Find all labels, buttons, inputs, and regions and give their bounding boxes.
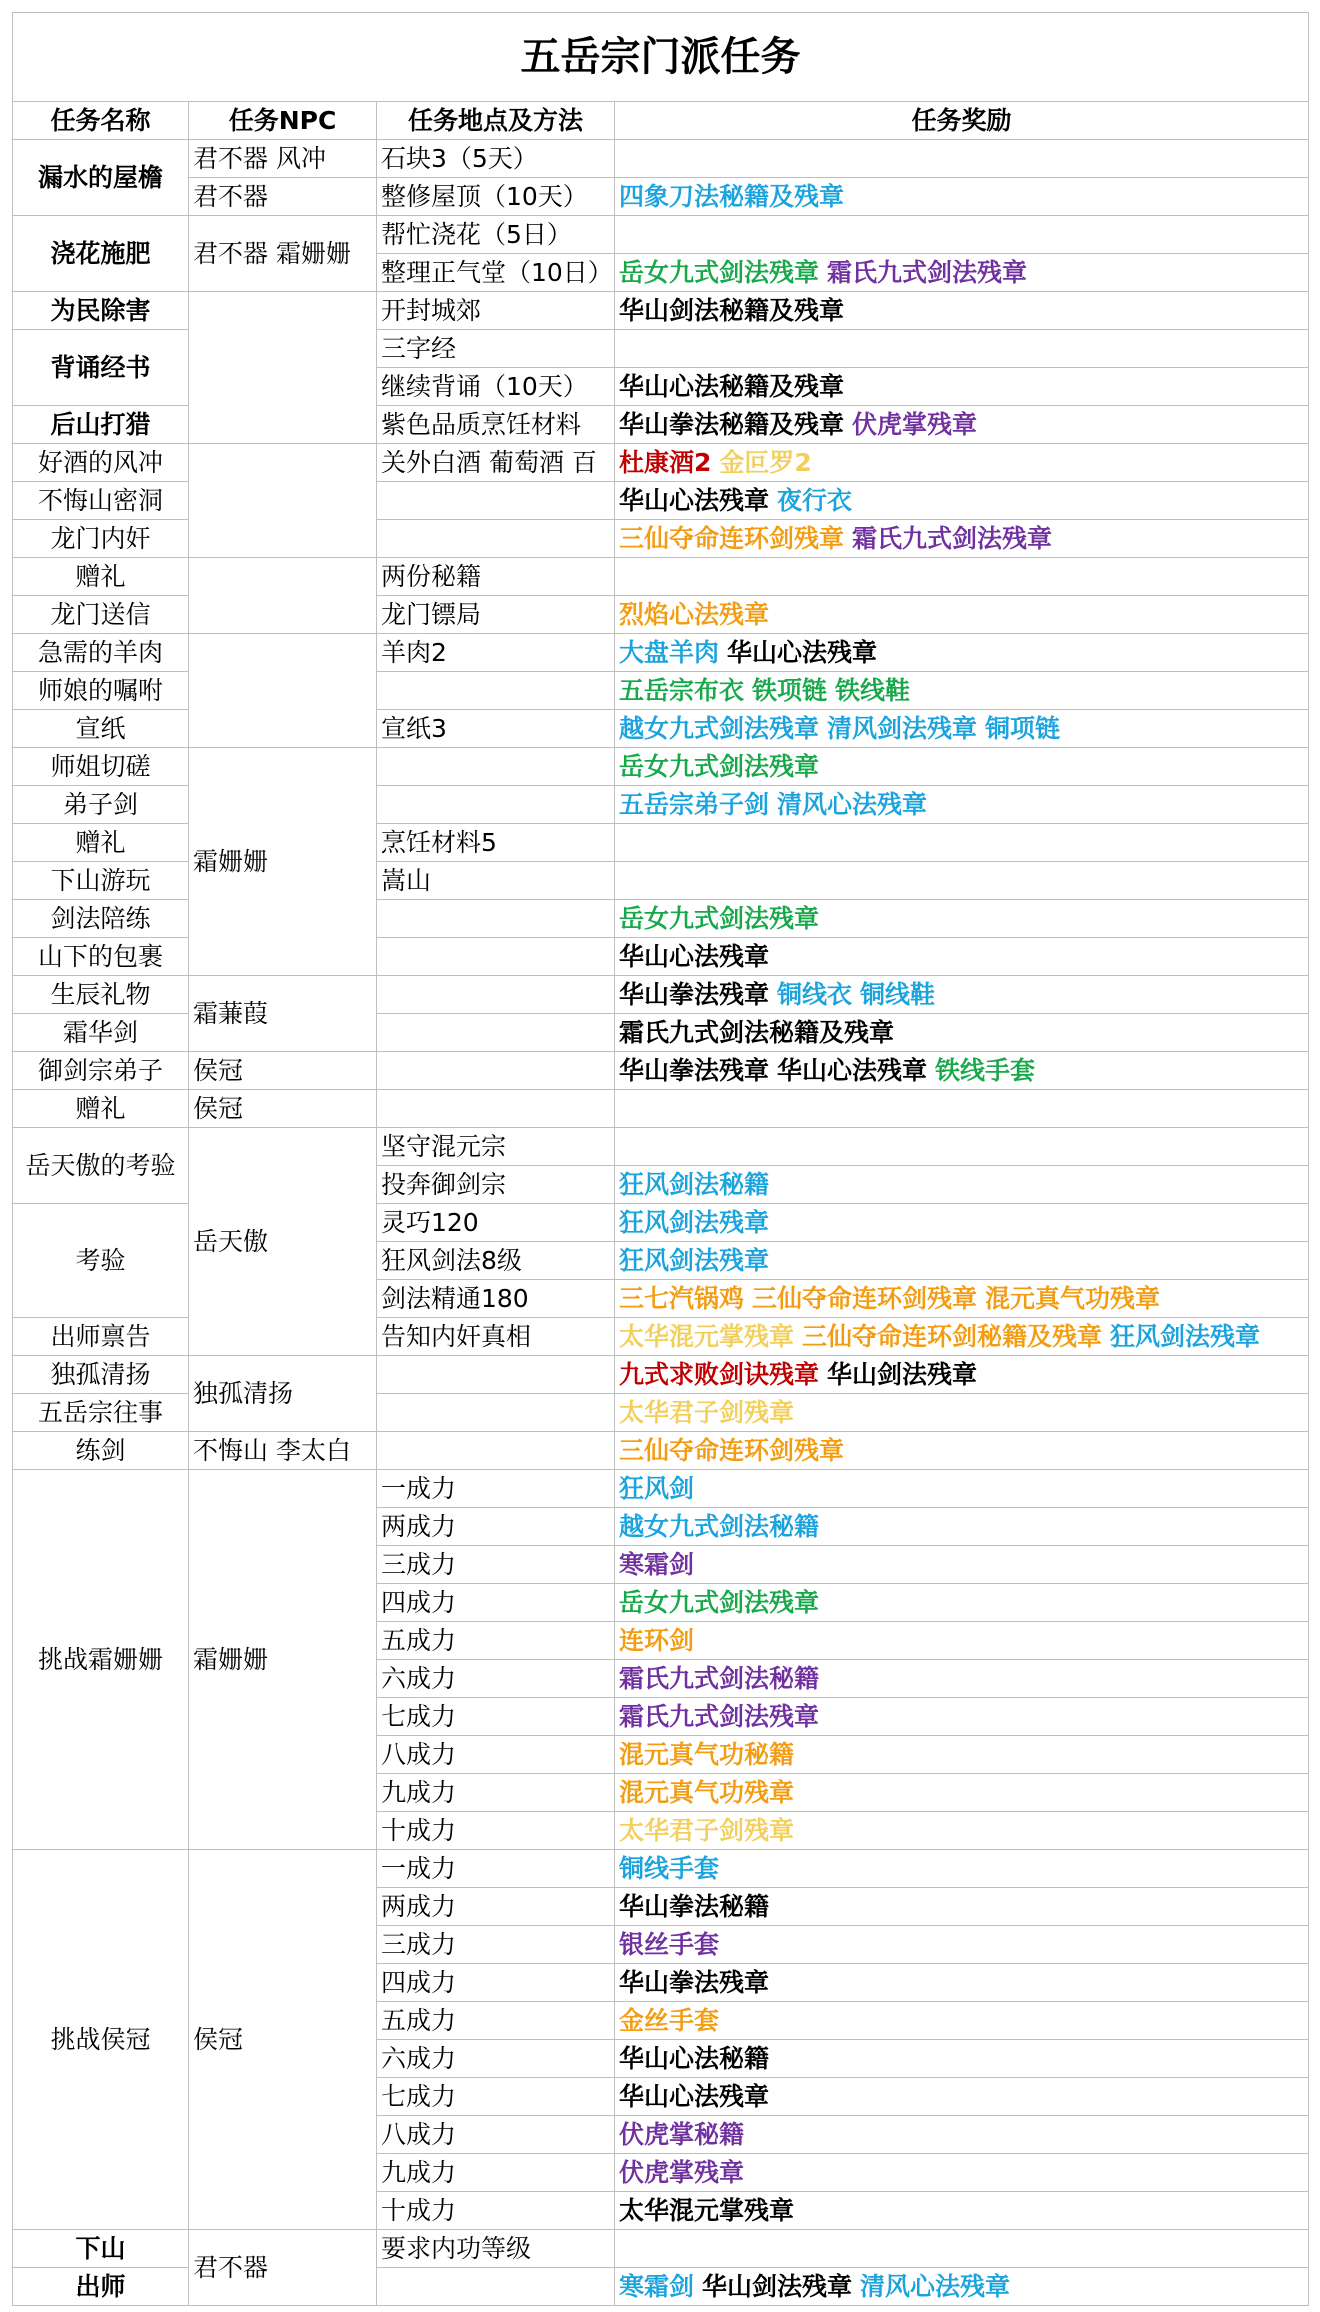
header-task-npc: 任务NPC [189,102,377,140]
reward-item: 岳女九式剑法残章 [619,257,820,287]
reward-item: 铜线手套 [619,1853,720,1883]
task-location-cell: 要求内功等级 [377,2230,615,2268]
reward-item: 铁项链 [752,675,828,705]
task-name-cell: 急需的羊肉 [13,634,189,672]
reward-item: 越女九式剑法残章 [619,713,820,743]
header-task-reward: 任务奖励 [615,102,1309,140]
reward-item: 岳女九式剑法残章 [619,903,820,933]
task-location-cell [377,1432,615,1470]
task-reward-cell [615,2116,1309,2154]
table-row [13,1850,1309,1888]
task-location-cell [377,2268,615,2306]
task-location-cell: 八成力 [377,1736,615,1774]
task-name-cell: 师姐切磋 [13,748,189,786]
task-name-cell: 好酒的风冲 [13,444,189,482]
reward-item: 狂风剑法残章 [1110,1321,1261,1351]
table-row [13,292,1309,330]
table-row [13,2230,1309,2268]
reward-item: 太华混元掌残章 [619,1321,795,1351]
task-name-cell: 背诵经书 [13,330,189,406]
reward-item: 霜氏九式剑法秘籍 [619,1663,820,1693]
reward-item: 混元真气功残章 [619,1777,795,1807]
task-name-cell: 考验 [13,1204,189,1318]
reward-item: 烈焰心法残章 [619,599,770,629]
task-name-cell: 山下的包裹 [13,938,189,976]
reward-item: 混元真气功残章 [985,1283,1161,1313]
reward-item: 狂风剑 [619,1473,695,1503]
task-location-cell: 两成力 [377,1888,615,1926]
task-reward-cell [615,140,1309,178]
task-reward-cell [615,1242,1309,1280]
task-reward-cell [615,178,1309,216]
reward-item: 寒霜剑 [619,1549,695,1579]
task-reward-cell [615,444,1309,482]
reward-item: 华山拳法秘籍及残章 [619,409,845,439]
reward-item: 铁线手套 [935,1055,1036,1085]
task-reward-cell [615,2268,1309,2306]
task-location-cell: 三成力 [377,1926,615,1964]
task-name-cell: 下山游玩 [13,862,189,900]
reward-item: 霜氏九式剑法残章 [619,1701,820,1731]
task-location-cell: 十成力 [377,1812,615,1850]
task-reward-cell [615,2154,1309,2192]
task-npc-cell: 不悔山 李太白 [189,1432,377,1470]
reward-item: 华山心法残章 [777,1055,928,1085]
reward-item: 五岳宗弟子剑 [619,789,770,819]
task-npc-cell: 侯冠 [189,1090,377,1128]
reward-item: 华山剑法残章 [702,2271,853,2301]
task-reward-cell [615,254,1309,292]
task-reward-cell [615,292,1309,330]
reward-item: 伏虎掌残章 [852,409,978,439]
task-location-cell [377,482,615,520]
reward-item: 华山拳法残章 [619,1967,770,1997]
task-location-cell: 六成力 [377,2040,615,2078]
task-location-cell: 烹饪材料5 [377,824,615,862]
task-reward-cell [615,1204,1309,1242]
reward-item: 岳女九式剑法残章 [619,1587,820,1617]
task-location-cell: 五成力 [377,1622,615,1660]
task-location-cell [377,900,615,938]
task-npc-cell: 霜姗姗 [189,748,377,976]
task-npc-cell: 君不器 [189,2230,377,2306]
reward-item: 太华君子剑残章 [619,1397,795,1427]
task-name-cell: 宣纸 [13,710,189,748]
task-reward-cell [615,1584,1309,1622]
table-row [13,178,1309,216]
task-name-cell: 赠礼 [13,558,189,596]
reward-item: 华山心法残章 [619,485,770,515]
task-reward-cell [615,1090,1309,1128]
sheet-title: 五岳宗门派任务 [13,13,1309,102]
task-reward-cell [615,786,1309,824]
reward-item: 太华君子剑残章 [619,1815,795,1845]
task-location-cell [377,520,615,558]
task-npc-cell: 君不器 [189,178,377,216]
task-name-cell: 后山打猎 [13,406,189,444]
task-location-cell [377,1356,615,1394]
task-location-cell: 剑法精通180 [377,1280,615,1318]
task-name-cell: 挑战霜姗姗 [13,1470,189,1850]
task-location-cell: 九成力 [377,2154,615,2192]
task-reward-cell [615,1774,1309,1812]
table-row [13,444,1309,482]
table-row [13,216,1309,254]
task-reward-cell [615,1052,1309,1090]
reward-item: 铜线衣 [777,979,853,1009]
task-location-cell [377,1052,615,1090]
reward-item: 华山拳法残章 [619,979,770,1009]
task-name-cell: 浇花施肥 [13,216,189,292]
reward-item: 清风剑法残章 [827,713,978,743]
task-reward-cell [615,634,1309,672]
header-row [13,102,1309,140]
task-npc-cell: 侯冠 [189,1850,377,2230]
reward-item: 伏虎掌残章 [619,2157,745,2187]
reward-item: 杜康酒2 [619,447,712,477]
task-reward-cell [615,710,1309,748]
task-location-cell: 宣纸3 [377,710,615,748]
task-reward-cell [615,1698,1309,1736]
task-npc-cell: 独孤清扬 [189,1356,377,1432]
task-reward-cell [615,2002,1309,2040]
table-row [13,140,1309,178]
task-reward-cell [615,2230,1309,2268]
header-task-name: 任务名称 [13,102,189,140]
table-row [13,1090,1309,1128]
task-reward-cell [615,1964,1309,2002]
task-reward-cell [615,1622,1309,1660]
table-row [13,976,1309,1014]
reward-item: 华山剑法秘籍及残章 [619,295,845,325]
reward-item: 清风心法残章 [777,789,928,819]
task-location-cell: 灵巧120 [377,1204,615,1242]
reward-item: 太华混元掌残章 [619,2195,795,2225]
table-row [13,1470,1309,1508]
task-location-cell [377,786,615,824]
task-reward-cell [615,1394,1309,1432]
task-location-cell: 继续背诵（10天） [377,368,615,406]
task-location-cell: 石块3（5天） [377,140,615,178]
reward-item: 华山心法秘籍及残章 [619,371,845,401]
task-location-cell: 三字经 [377,330,615,368]
task-location-cell: 八成力 [377,2116,615,2154]
task-reward-cell [615,2192,1309,2230]
reward-item: 银丝手套 [619,1929,720,1959]
task-name-cell: 五岳宗往事 [13,1394,189,1432]
task-name-cell: 弟子剑 [13,786,189,824]
task-name-cell: 龙门内奸 [13,520,189,558]
task-name-cell: 下山 [13,2230,189,2268]
table-row [13,1432,1309,1470]
task-reward-cell [615,824,1309,862]
task-npc-cell [189,558,377,634]
table-row [13,634,1309,672]
task-reward-cell [615,1812,1309,1850]
task-location-cell: 整修屋顶（10天） [377,178,615,216]
task-npc-cell: 岳天傲 [189,1128,377,1356]
task-reward-cell [615,672,1309,710]
reward-item: 三仙夺命连环剑残章 [619,523,845,553]
task-npc-cell: 君不器 霜姗姗 [189,216,377,292]
task-reward-cell [615,216,1309,254]
task-reward-cell [615,1546,1309,1584]
task-location-cell [377,1394,615,1432]
task-location-cell [377,1090,615,1128]
reward-item: 三仙夺命连环剑残章 [752,1283,978,1313]
task-location-cell: 帮忙浇花（5日） [377,216,615,254]
task-name-cell: 赠礼 [13,824,189,862]
task-location-cell: 坚守混元宗 [377,1128,615,1166]
task-location-cell: 五成力 [377,2002,615,2040]
reward-item: 九式求败剑诀残章 [619,1359,820,1389]
task-name-cell: 龙门送信 [13,596,189,634]
task-reward-cell [615,1318,1309,1356]
task-location-cell [377,748,615,786]
task-location-cell: 六成力 [377,1660,615,1698]
task-reward-cell [615,748,1309,786]
task-name-cell: 赠礼 [13,1090,189,1128]
task-name-cell: 生辰礼物 [13,976,189,1014]
task-reward-cell [615,520,1309,558]
task-location-cell [377,672,615,710]
reward-item: 铜线鞋 [860,979,936,1009]
reward-item: 三七汽锅鸡 [619,1283,745,1313]
task-location-cell: 告知内奸真相 [377,1318,615,1356]
task-name-cell: 御剑宗弟子 [13,1052,189,1090]
reward-item: 霜氏九式剑法残章 [852,523,1053,553]
task-location-cell: 两份秘籍 [377,558,615,596]
task-reward-cell [615,1470,1309,1508]
task-table [12,12,1309,2306]
reward-item: 铁线鞋 [835,675,911,705]
reward-item: 华山拳法秘籍 [619,1891,770,1921]
task-reward-cell [615,596,1309,634]
reward-item: 金叵罗2 [719,447,812,477]
task-location-cell [377,1014,615,1052]
task-reward-cell [615,1128,1309,1166]
task-location-cell: 三成力 [377,1546,615,1584]
reward-item: 华山心法残章 [619,941,770,971]
task-location-cell: 九成力 [377,1774,615,1812]
task-reward-cell [615,2040,1309,2078]
task-location-cell: 开封城郊 [377,292,615,330]
reward-item: 混元真气功秘籍 [619,1739,795,1769]
task-location-cell: 七成力 [377,2078,615,2116]
task-name-cell: 出师禀告 [13,1318,189,1356]
task-reward-cell [615,938,1309,976]
task-npc-cell [189,634,377,748]
task-location-cell: 整理正气堂（10日） [377,254,615,292]
task-name-cell: 为民除害 [13,292,189,330]
task-table-body [13,140,1309,2306]
reward-item: 岳女九式剑法残章 [619,751,820,781]
task-reward-cell [615,406,1309,444]
reward-item: 伏虎掌秘籍 [619,2119,745,2149]
task-location-cell [377,976,615,1014]
task-reward-cell [615,1888,1309,1926]
reward-item: 铜项链 [985,713,1061,743]
task-npc-cell: 君不器 风冲 [189,140,377,178]
reward-item: 霜氏九式剑法残章 [827,257,1028,287]
task-location-cell: 嵩山 [377,862,615,900]
reward-item: 夜行衣 [777,485,853,515]
task-reward-cell [615,1356,1309,1394]
task-reward-cell [615,862,1309,900]
task-reward-cell [615,368,1309,406]
task-location-cell: 四成力 [377,1964,615,2002]
task-reward-cell [615,1736,1309,1774]
task-reward-cell [615,1926,1309,1964]
reward-item: 越女九式剑法秘籍 [619,1511,820,1541]
reward-item: 华山拳法残章 [619,1055,770,1085]
reward-item: 三仙夺命连环剑秘籍及残章 [802,1321,1103,1351]
reward-item: 狂风剑法残章 [619,1245,770,1275]
task-name-cell: 漏水的屋檐 [13,140,189,216]
task-location-cell: 狂风剑法8级 [377,1242,615,1280]
task-location-cell: 关外白酒 葡萄酒 百 [377,444,615,482]
reward-item: 三仙夺命连环剑残章 [619,1435,845,1465]
task-reward-cell [615,900,1309,938]
task-name-cell: 岳天傲的考验 [13,1128,189,1204]
task-name-cell: 师娘的嘱咐 [13,672,189,710]
reward-item: 华山心法残章 [727,637,878,667]
task-npc-cell: 侯冠 [189,1052,377,1090]
task-reward-cell [615,2078,1309,2116]
task-reward-cell [615,1660,1309,1698]
task-name-cell: 出师 [13,2268,189,2306]
reward-item: 华山剑法残章 [827,1359,978,1389]
task-name-cell: 挑战侯冠 [13,1850,189,2230]
reward-item: 四象刀法秘籍及残章 [619,181,845,211]
task-npc-cell [189,444,377,558]
task-reward-cell [615,1850,1309,1888]
reward-item: 狂风剑法秘籍 [619,1169,770,1199]
reward-item: 清风心法残章 [860,2271,1011,2301]
reward-item: 五岳宗布衣 [619,675,745,705]
table-row [13,1128,1309,1166]
task-location-cell: 两成力 [377,1508,615,1546]
reward-item: 连环剑 [619,1625,695,1655]
task-reward-cell [615,482,1309,520]
task-location-cell: 紫色品质烹饪材料 [377,406,615,444]
table-row [13,748,1309,786]
task-location-cell: 羊肉2 [377,634,615,672]
reward-item: 金丝手套 [619,2005,720,2035]
task-location-cell: 七成力 [377,1698,615,1736]
task-reward-cell [615,1432,1309,1470]
task-name-cell: 独孤清扬 [13,1356,189,1394]
task-reward-cell [615,330,1309,368]
task-location-cell: 投奔御剑宗 [377,1166,615,1204]
task-reward-cell [615,558,1309,596]
table-row [13,1356,1309,1394]
task-location-cell: 一成力 [377,1850,615,1888]
task-reward-cell [615,1166,1309,1204]
table-row [13,1052,1309,1090]
task-location-cell: 十成力 [377,2192,615,2230]
reward-item: 华山心法残章 [619,2081,770,2111]
task-reward-cell [615,1014,1309,1052]
task-reward-cell [615,1280,1309,1318]
task-npc-cell [189,292,377,444]
task-name-cell: 不悔山密洞 [13,482,189,520]
task-location-cell: 龙门镖局 [377,596,615,634]
task-name-cell: 霜华剑 [13,1014,189,1052]
reward-item: 寒霜剑 [619,2271,695,2301]
reward-item: 狂风剑法残章 [619,1207,770,1237]
table-row [13,558,1309,596]
task-location-cell [377,938,615,976]
reward-item: 霜氏九式剑法秘籍及残章 [619,1017,895,1047]
task-npc-cell: 霜姗姗 [189,1470,377,1850]
task-npc-cell: 霜蒹葭 [189,976,377,1052]
task-reward-cell [615,1508,1309,1546]
reward-item: 大盘羊肉 [619,637,720,667]
title-row [13,13,1309,102]
task-name-cell: 剑法陪练 [13,900,189,938]
task-reward-cell [615,976,1309,1014]
header-task-location: 任务地点及方法 [377,102,615,140]
task-location-cell: 四成力 [377,1584,615,1622]
reward-item: 华山心法秘籍 [619,2043,770,2073]
task-location-cell: 一成力 [377,1470,615,1508]
task-name-cell: 练剑 [13,1432,189,1470]
